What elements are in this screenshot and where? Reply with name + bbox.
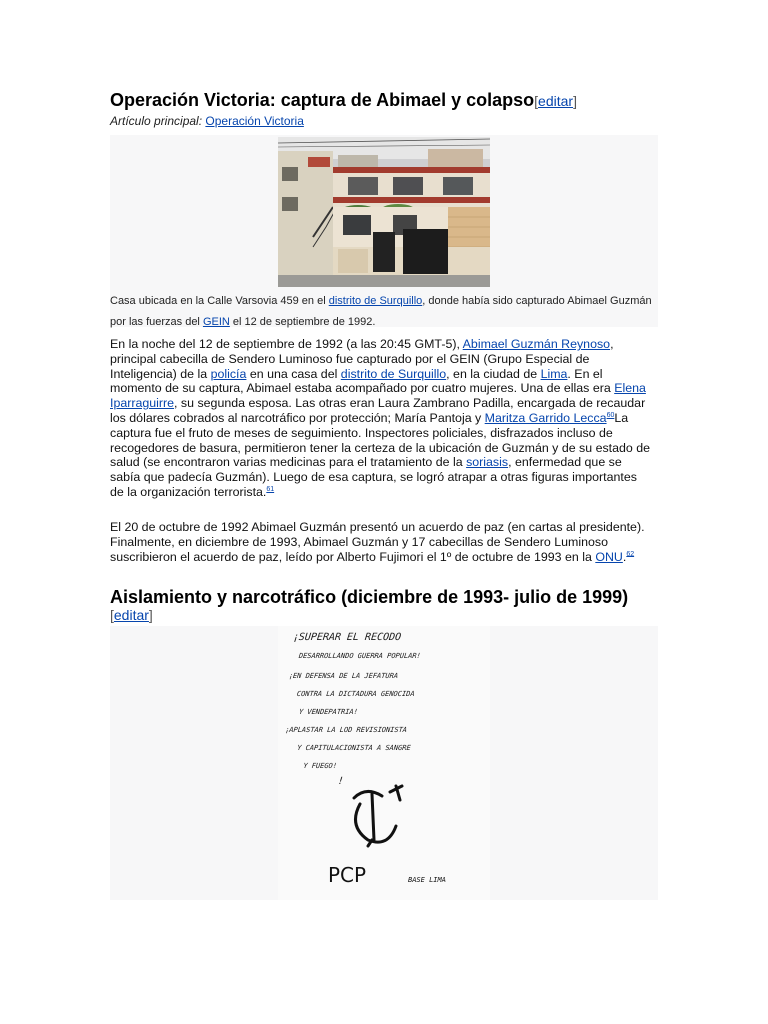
bracket-close: ] [148,607,153,623]
section-title: Aislamiento y narcotráfico (diciembre de 1993- julio de 1999) [110,587,629,607]
handbill-line: ¡SUPERAR EL RECODO [292,632,402,643]
handbill-line: ! [337,776,345,787]
link-onu[interactable]: ONU [595,549,623,564]
section-title: Operación Victoria: captura de Abimael y colapso [110,90,535,110]
main-article-link[interactable]: Operación Victoria [205,114,304,128]
text: El 20 de octubre de 1992 Abimael Guzmán presentó un acuerdo de paz (en cartas al presidente). Finalmente, en diciembre de 1993, Abimael Guzmán y 17 cabecillas de Sendero Luminoso suscribieron el acuerdo de paz, leído por Alberto Fujimori el 1º de octubre de 1993 en la [110,520,645,564]
link-distrito-surquillo[interactable]: distrito de Surquillo [328,295,423,307]
bracket-close: ] [573,93,577,109]
caption-text: , donde había sido capturado Abimael Guzmán por las fuerzas del [110,295,652,328]
handbill-signature-base: BASE LIMA [408,876,446,884]
handbill-line: Y CAPITULACIONISTA A SANGRE [296,743,412,752]
handbill-line: DESARROLLANDO GUERRA POPULAR! [298,651,422,660]
paragraph-peace-agreement [110,520,650,564]
bracket-open: [ [534,93,539,109]
bracket-open: [ [110,607,114,623]
link-policia[interactable]: policía [210,366,247,381]
handbill-line: CONTRA LA DICTADURA GENOCIDA [296,689,416,698]
text: , principal cabecilla de Sendero Luminoso fue capturado por el GEIN (Grupo Especial de Inteligencia) de la [110,337,614,381]
paragraph-capture [110,337,650,500]
text: . [622,549,627,564]
figure-handbill [110,626,658,900]
link-lima[interactable]: Lima [540,366,568,381]
text: , enfermedad que se sabía que padecía Guzmán). Luego de esa captura, se logró atrapar a otras figuras importantes de la organización terrorista. [110,455,637,499]
handwritten-handbill-image [278,626,490,900]
reference-link[interactable]: 60 [606,411,615,419]
text: . En el momento de su captura, Abimael estaba acompañado por cuatro mujeres. Una de ellas era [110,366,615,396]
link-soriasis[interactable]: soriasis [466,455,509,470]
caption-text: Casa ubicada en la Calle Varsovia 459 en el [110,295,329,307]
text: En la noche del 12 de septiembre de 1992 (a las 20:45 GMT-5), [110,337,463,351]
text: , su segunda esposa. Las otras eran Laura Zambrano Padilla, encargada de recaudar los dólares cobrados al narcotráfico por protección; María Pantoja y [110,396,646,425]
caption-text: el 12 de septiembre de 1992. [229,316,376,328]
link-gein[interactable]: GEIN [202,316,230,328]
text: en una casa del [246,366,341,381]
main-article-prefix: Artículo principal: [110,114,203,128]
edit-section-link[interactable]: editar [113,607,149,623]
link-elena-iparraguirre[interactable]: Elena Iparraguirre [110,381,646,411]
reference-link[interactable]: 62 [626,550,635,558]
figure-caption [110,291,658,333]
main-article-note [110,114,304,128]
house-photo [278,137,490,287]
edit-section-link[interactable]: editar [538,93,574,109]
handbill-line: Y VENDEPATRIA! [298,707,359,716]
link-abimael-guzman[interactable]: Abimael Guzmán Reynoso [462,337,611,351]
text: La captura fue el fruto de meses de seguimiento. Inspectores policiales, disfrazados incluso de recogedores de basura, permitieron tener la certeza de la ubicación de Guzmán y de su estado de salud (se encontraron varias medicinas para el tratamiento de la [110,410,651,470]
figure-house [110,135,658,327]
reference-link[interactable]: 61 [266,485,275,493]
edit-section-link-wrapper [534,93,577,109]
handbill-line: Y FUEGO! [302,761,338,770]
link-maritza-garrido-lecca[interactable]: Maritza Garrido Lecca [484,410,607,425]
handbill-line: ¡EN DEFENSA DE LA JEFATURA [288,671,399,680]
link-distrito-surquillo[interactable]: distrito de Surquillo [340,366,447,381]
section-heading-operacion-victoria [110,90,577,111]
handbill-line: ¡APLASTAR LA LOD REVISIONISTA [284,725,408,734]
text: , en la ciudad de [446,366,541,381]
edit-section-link-wrapper [110,607,153,623]
handbill-signature-pcp: PCP [328,863,367,887]
section-heading-aislamiento [110,587,628,608]
